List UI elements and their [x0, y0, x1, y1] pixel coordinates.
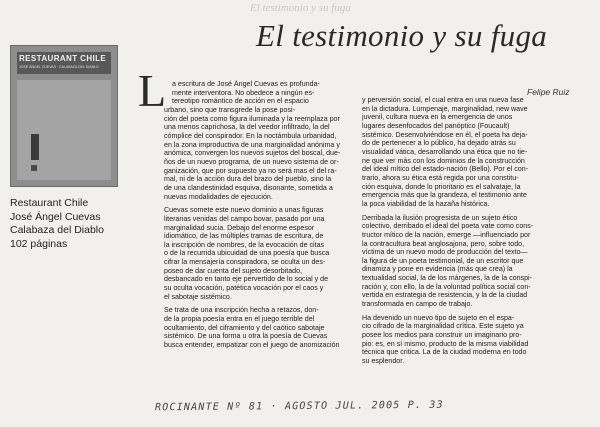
text-line: mal, ni de la acción dura del brazo del pueblo, sino la	[164, 175, 332, 184]
cover-subtitle: JOSÉ ÁNGEL CUEVAS · CALABAZA DEL DIABLO	[19, 65, 99, 69]
text-line: do de pertenecer a lo público, ha dejado atrás su	[362, 139, 516, 148]
text-line: pio: es, en sí mismo, producto de la misma viabilidad	[362, 339, 529, 348]
article-author: Felipe Ruiz	[527, 87, 570, 97]
text-line: literarias venidas del campo bovar, pasado por una	[164, 214, 325, 223]
text-line: ción esquiva, donde lo prioritario es el salvataje, la	[362, 182, 521, 191]
caption-line: Calabaza del Diablo	[10, 224, 104, 236]
text-line: su esplendor.	[362, 357, 405, 366]
text-line: lugares desenfocados del panóptico (Foucault)	[362, 121, 510, 130]
text-line: la figura de un poeta testimonial, de un escritor que	[362, 256, 524, 265]
text-line: Cuevas somete este nuevo dominio a unas figuras	[164, 206, 324, 215]
handwritten-source-note: ROCINANTE Nº 81 · AGOSTO JUL. 2005 P. 33	[154, 399, 444, 414]
text-line: urbano, sino que transgrede la pose posi-	[164, 105, 295, 114]
text-line: ne que ver más con los dominios de la construcción	[362, 156, 525, 165]
text-line: juvenil, cultura nueva en la emergencia de unos	[362, 113, 513, 122]
text-line: visualidad vática, desarrollando una ética que no tie-	[362, 147, 528, 156]
text-line: la inscripción de nombres, de la evocación de citas	[164, 240, 325, 249]
text-line: ción del poeta como figura iluminada y la reemplaza por	[164, 114, 340, 123]
text-line: la contracultura beat anglosajona, pero, sobre todo,	[362, 239, 525, 248]
text-line: sistémico. De una forma u otra la poesía de Cuevas	[164, 332, 328, 341]
text-line: vertida en estrategia de resistencia, y la de la ciudad	[362, 291, 528, 300]
bleed-through-text: El testimonio y su fuga	[250, 2, 351, 14]
text-line: cio cifrado de la marginalidad crítica. Este sujeto ya	[362, 322, 524, 331]
text-line: técnica que critica. La de la ciudad moderna en todo	[362, 348, 527, 357]
text-line: poseo de dar cuenta del sujeto desorbitado,	[164, 266, 303, 275]
text-line: y perversión social, el cual entra en una nueva fase	[362, 96, 524, 104]
text-line: desbancado en tanto eje pervertido de lo social y de	[164, 275, 329, 284]
text-line: idiomático, de las múltiples tramas de escritura, de	[164, 232, 324, 241]
caption-line: 102 páginas	[10, 237, 68, 250]
text-line: una menos caprichosa, la del veedor infiltrado, la del	[164, 123, 330, 132]
text-line: víctima de un nuevo modo de producción del texto—	[362, 248, 528, 257]
text-line: de una clandestinidad esquiva, disonante, sometida a	[164, 183, 333, 192]
text-line: en la dictadura. Lumpenaje, marginalidad, new wave	[362, 104, 528, 113]
article-column-right	[362, 96, 592, 366]
text-line: colectivo, derribado el ideal del poeta vate como cons-	[362, 222, 534, 231]
text-line: ganización, que por supuesto ya no será mas el del ra-	[164, 166, 337, 175]
text-line: posee los medios para construir un imaginario pro-	[362, 331, 522, 340]
text-line: tructor mítico de la nación, emerge —influenciado por	[362, 230, 531, 239]
text-line: o de la recurrida ubicuidad de una poesía que busca	[164, 249, 330, 258]
article-column-left	[164, 80, 352, 350]
text-line: a escritura de José Ángel Cuevas es profunda-	[172, 80, 320, 88]
caption-line: José Ángel Cuevas	[10, 210, 101, 223]
text-line: emergencia más que la grandeza, el testimonio ante	[362, 191, 527, 200]
text-line: sistémico. Desenvolviéndose en él, el poeta ha deja-	[362, 130, 528, 139]
text-line: tereotipo romántico de acción en el espacio	[172, 97, 309, 106]
text-line: la poca viabilidad de la hazaña histórica.	[362, 199, 490, 208]
text-line: cómplice del conspirador. En la noctámbula urbanidad,	[164, 131, 337, 140]
text-line: dinamiza y pone en evidencia (más que crea) la	[362, 265, 513, 274]
article-title: El testimonio y su fuga	[256, 18, 548, 53]
text-line: trario, ahora su ética está regida por una constitu-	[362, 173, 519, 182]
text-line: su oculta vocación, patética vocación por el caos y	[164, 284, 324, 293]
book-caption	[10, 197, 150, 251]
text-line: Ha devenido un nuevo tipo de sujeto en el espa-	[362, 313, 515, 322]
text-line: ños de un nuevo programa, de un nuevo sistema de or-	[164, 157, 339, 166]
text-line: ocultamiento, del ciframiento y del caótico sabotaje	[164, 323, 325, 332]
text-line: cifrar la mensajería conspiradora, se oculta un des-	[164, 258, 326, 267]
cover-spine-mark	[31, 134, 39, 160]
text-line: de la propia poesía entra en el juego terrible del	[164, 315, 315, 324]
cover-title: RESTAURANT CHILE	[19, 54, 107, 63]
text-line: anómica, convergen los nuevos sujetos del boscal, due-	[164, 149, 341, 158]
text-line: Derribada la ilusión progresista de un sujeto ético	[362, 213, 518, 222]
text-line: el sabotaje sistémico.	[164, 292, 232, 301]
text-line: ración y, con ello, la de la voluntad política social con-	[362, 282, 531, 291]
drop-cap: L	[138, 65, 167, 116]
book-cover-image	[10, 45, 118, 187]
text-line: nuevas modalidades de ejecución.	[164, 192, 273, 201]
text-line: mente interventora. No obedece a ningún es-	[172, 88, 315, 97]
caption-line: Restaurant Chile	[10, 197, 89, 209]
text-line: Se trata de una inscripción hecha a retazos, don-	[164, 306, 319, 315]
text-line: busca entender, empatizar con el juego de anomización	[164, 341, 340, 350]
text-line: del ideal mítico del estado-nación (Bello). Por el con-	[362, 165, 528, 174]
text-line: transformada en campo de trabajo.	[362, 300, 473, 309]
publisher-logo-icon	[31, 165, 37, 171]
text-line: textualidad social, la de los márgenes, la de la conspi-	[362, 274, 532, 283]
text-line: marginalidad sucia. Debajo del enorme espesor	[164, 223, 315, 232]
text-line: en la zona improductiva de una marginalidad anónima y	[164, 140, 340, 149]
